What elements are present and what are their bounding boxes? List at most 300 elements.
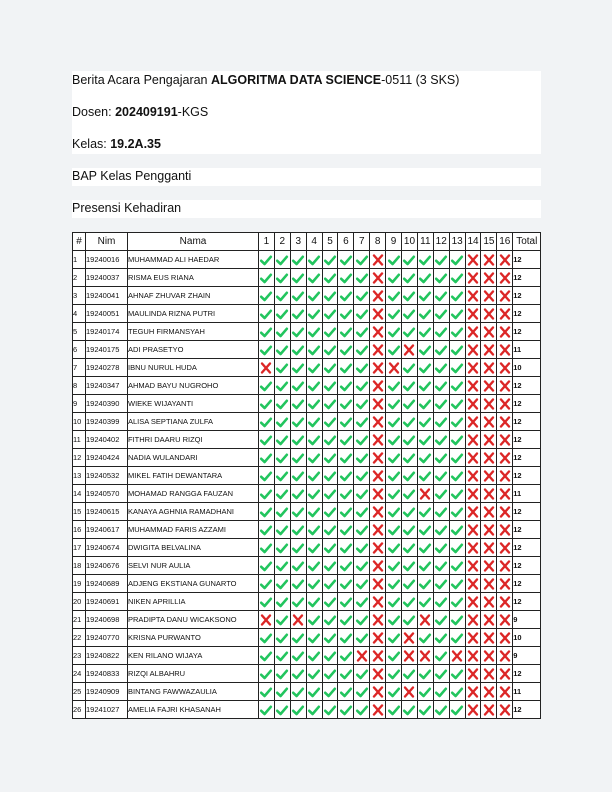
attendance-cell bbox=[417, 431, 433, 449]
attendance-cell bbox=[481, 323, 497, 341]
attendance-cell bbox=[497, 323, 513, 341]
attendance-cell bbox=[290, 539, 306, 557]
attendance-cell bbox=[338, 557, 354, 575]
row-total: 12 bbox=[513, 701, 541, 719]
cross-icon bbox=[498, 270, 512, 286]
attendance-cell bbox=[481, 665, 497, 683]
attendance-cell bbox=[465, 377, 481, 395]
row-total: 12 bbox=[513, 557, 541, 575]
check-icon bbox=[418, 324, 432, 340]
cross-icon bbox=[466, 576, 480, 592]
check-icon bbox=[275, 288, 289, 304]
check-icon bbox=[355, 666, 369, 682]
attendance-cell bbox=[433, 413, 449, 431]
table-row bbox=[73, 323, 541, 341]
cross-icon bbox=[466, 522, 480, 538]
check-icon bbox=[434, 252, 448, 268]
attendance-cell bbox=[274, 269, 290, 287]
row-total: 12 bbox=[513, 449, 541, 467]
attendance-cell bbox=[370, 269, 386, 287]
attendance-cell bbox=[274, 413, 290, 431]
cross-icon bbox=[482, 432, 496, 448]
attendance-cell bbox=[481, 647, 497, 665]
attendance-cell bbox=[386, 449, 402, 467]
attendance-cell bbox=[290, 305, 306, 323]
check-icon bbox=[418, 522, 432, 538]
row-number: 4 bbox=[73, 305, 86, 323]
table-row bbox=[73, 611, 541, 629]
attendance-cell bbox=[274, 323, 290, 341]
table-row bbox=[73, 593, 541, 611]
cross-icon bbox=[291, 612, 305, 628]
attendance-cell bbox=[354, 341, 370, 359]
attendance-cell bbox=[338, 359, 354, 377]
attendance-cell bbox=[497, 449, 513, 467]
cross-icon bbox=[371, 522, 385, 538]
check-icon bbox=[275, 360, 289, 376]
check-icon bbox=[387, 504, 401, 520]
table-row bbox=[73, 539, 541, 557]
attendance-cell bbox=[322, 503, 338, 521]
check-icon bbox=[307, 360, 321, 376]
attendance-cell bbox=[370, 593, 386, 611]
check-icon bbox=[434, 666, 448, 682]
check-icon bbox=[355, 558, 369, 574]
check-icon bbox=[339, 414, 353, 430]
row-total: 12 bbox=[513, 431, 541, 449]
attendance-cell bbox=[417, 287, 433, 305]
check-icon bbox=[307, 324, 321, 340]
cross-icon bbox=[371, 666, 385, 682]
cross-icon bbox=[498, 576, 512, 592]
check-icon bbox=[275, 504, 289, 520]
row-name: MOHAMAD RANGGA FAUZAN bbox=[128, 485, 259, 503]
attendance-cell bbox=[417, 683, 433, 701]
attendance-cell bbox=[481, 557, 497, 575]
check-icon bbox=[275, 666, 289, 682]
check-icon bbox=[323, 684, 337, 700]
attendance-cell bbox=[402, 305, 418, 323]
attendance-cell bbox=[449, 449, 465, 467]
attendance-cell bbox=[449, 503, 465, 521]
check-icon bbox=[291, 504, 305, 520]
attendance-cell bbox=[322, 665, 338, 683]
cross-icon bbox=[482, 612, 496, 628]
cross-icon bbox=[498, 306, 512, 322]
row-nim: 19240676 bbox=[86, 557, 128, 575]
cross-icon bbox=[482, 522, 496, 538]
attendance-cell bbox=[465, 323, 481, 341]
attendance-cell bbox=[322, 449, 338, 467]
attendance-cell bbox=[386, 287, 402, 305]
cross-icon bbox=[466, 306, 480, 322]
check-icon bbox=[259, 288, 273, 304]
attendance-cell bbox=[465, 521, 481, 539]
check-icon bbox=[387, 630, 401, 646]
attendance-cell bbox=[259, 449, 275, 467]
attendance-cell bbox=[465, 647, 481, 665]
check-icon bbox=[323, 612, 337, 628]
cross-icon bbox=[371, 504, 385, 520]
check-icon bbox=[323, 450, 337, 466]
attendance-cell bbox=[449, 269, 465, 287]
attendance-cell bbox=[497, 359, 513, 377]
attendance-cell bbox=[386, 485, 402, 503]
attendance-cell bbox=[354, 665, 370, 683]
check-icon bbox=[339, 324, 353, 340]
attendance-cell bbox=[274, 305, 290, 323]
attendance-cell bbox=[402, 593, 418, 611]
attendance-cell bbox=[417, 647, 433, 665]
row-number: 18 bbox=[73, 557, 86, 575]
cross-icon bbox=[482, 594, 496, 610]
attendance-cell bbox=[497, 341, 513, 359]
check-icon bbox=[275, 396, 289, 412]
row-name: AMELIA FAJRI KHASANAH bbox=[128, 701, 259, 719]
attendance-cell bbox=[290, 665, 306, 683]
attendance-cell bbox=[386, 593, 402, 611]
row-nim: 19240037 bbox=[86, 269, 128, 287]
attendance-cell bbox=[417, 395, 433, 413]
attendance-cell bbox=[274, 449, 290, 467]
table-row bbox=[73, 449, 541, 467]
attendance-cell bbox=[290, 611, 306, 629]
attendance-cell bbox=[481, 413, 497, 431]
attendance-cell bbox=[274, 539, 290, 557]
attendance-cell bbox=[386, 647, 402, 665]
attendance-cell bbox=[306, 593, 322, 611]
attendance-cell bbox=[274, 521, 290, 539]
check-icon bbox=[418, 504, 432, 520]
row-name: FITHRI DAARU RIZQI bbox=[128, 431, 259, 449]
cross-icon bbox=[482, 486, 496, 502]
check-icon bbox=[450, 666, 464, 682]
cross-icon bbox=[402, 684, 416, 700]
attendance-cell bbox=[338, 503, 354, 521]
cross-icon bbox=[466, 270, 480, 286]
check-icon bbox=[402, 414, 416, 430]
check-icon bbox=[291, 576, 305, 592]
attendance-cell bbox=[402, 287, 418, 305]
attendance-cell bbox=[354, 557, 370, 575]
check-icon bbox=[339, 648, 353, 664]
table-row bbox=[73, 359, 541, 377]
row-nim: 19240174 bbox=[86, 323, 128, 341]
attendance-cell bbox=[465, 539, 481, 557]
check-icon bbox=[339, 540, 353, 556]
attendance-cell bbox=[465, 287, 481, 305]
row-nim: 19240617 bbox=[86, 521, 128, 539]
check-icon bbox=[291, 486, 305, 502]
attendance-cell bbox=[274, 593, 290, 611]
attendance-header-row bbox=[73, 233, 541, 251]
attendance-cell bbox=[322, 413, 338, 431]
check-icon bbox=[259, 648, 273, 664]
row-number: 9 bbox=[73, 395, 86, 413]
attendance-cell bbox=[386, 269, 402, 287]
check-icon bbox=[434, 504, 448, 520]
row-name: PRADIPTA DANU WICAKSONO bbox=[128, 611, 259, 629]
attendance-cell bbox=[274, 701, 290, 719]
check-icon bbox=[339, 702, 353, 718]
attendance-cell bbox=[290, 557, 306, 575]
attendance-cell bbox=[338, 431, 354, 449]
row-name: KANAYA AGHNIA RAMADHANI bbox=[128, 503, 259, 521]
row-total: 12 bbox=[513, 539, 541, 557]
attendance-table bbox=[72, 232, 541, 719]
attendance-cell bbox=[274, 431, 290, 449]
cross-icon bbox=[482, 450, 496, 466]
check-icon bbox=[323, 666, 337, 682]
attendance-cell bbox=[290, 467, 306, 485]
cross-icon bbox=[498, 666, 512, 682]
cross-icon bbox=[259, 612, 273, 628]
cross-icon bbox=[482, 684, 496, 700]
attendance-cell bbox=[481, 593, 497, 611]
check-icon bbox=[402, 396, 416, 412]
check-icon bbox=[402, 306, 416, 322]
attendance-cell bbox=[433, 359, 449, 377]
attendance-cell bbox=[417, 377, 433, 395]
check-icon bbox=[402, 450, 416, 466]
check-icon bbox=[402, 702, 416, 718]
check-icon bbox=[323, 576, 337, 592]
attendance-cell bbox=[354, 377, 370, 395]
check-icon bbox=[259, 270, 273, 286]
check-icon bbox=[291, 630, 305, 646]
attendance-cell bbox=[290, 287, 306, 305]
row-number: 8 bbox=[73, 377, 86, 395]
header-meeting-6: 6 bbox=[338, 233, 354, 251]
check-icon bbox=[307, 450, 321, 466]
cross-icon bbox=[371, 342, 385, 358]
check-icon bbox=[402, 576, 416, 592]
check-icon bbox=[387, 414, 401, 430]
cross-icon bbox=[466, 414, 480, 430]
attendance-cell bbox=[497, 647, 513, 665]
row-number: 25 bbox=[73, 683, 86, 701]
attendance-cell bbox=[370, 665, 386, 683]
attendance-cell bbox=[386, 503, 402, 521]
course-title-prefix: Berita Acara Pengajaran bbox=[72, 73, 211, 87]
check-icon bbox=[355, 504, 369, 520]
attendance-cell bbox=[370, 557, 386, 575]
header-meeting-7: 7 bbox=[354, 233, 370, 251]
row-total: 12 bbox=[513, 413, 541, 431]
check-icon bbox=[339, 450, 353, 466]
check-icon bbox=[275, 702, 289, 718]
check-icon bbox=[355, 378, 369, 394]
attendance-cell bbox=[449, 305, 465, 323]
check-icon bbox=[323, 540, 337, 556]
check-icon bbox=[387, 252, 401, 268]
row-name: KRISNA PURWANTO bbox=[128, 629, 259, 647]
check-icon bbox=[434, 558, 448, 574]
attendance-cell bbox=[370, 341, 386, 359]
attendance-cell bbox=[497, 539, 513, 557]
check-icon bbox=[307, 486, 321, 502]
check-icon bbox=[402, 288, 416, 304]
attendance-cell bbox=[402, 665, 418, 683]
cross-icon bbox=[498, 702, 512, 718]
attendance-cell bbox=[290, 269, 306, 287]
row-name: ADI PRASETYO bbox=[128, 341, 259, 359]
check-icon bbox=[275, 594, 289, 610]
check-icon bbox=[275, 540, 289, 556]
attendance-cell bbox=[402, 521, 418, 539]
row-number: 17 bbox=[73, 539, 86, 557]
attendance-cell bbox=[322, 377, 338, 395]
attendance-cell bbox=[322, 557, 338, 575]
attendance-cell bbox=[465, 503, 481, 521]
dosen-suffix: -KGS bbox=[177, 105, 209, 119]
attendance-cell bbox=[306, 395, 322, 413]
attendance-cell bbox=[306, 359, 322, 377]
cross-icon bbox=[498, 522, 512, 538]
attendance-cell bbox=[465, 593, 481, 611]
check-icon bbox=[418, 540, 432, 556]
attendance-cell bbox=[259, 287, 275, 305]
attendance-cell bbox=[481, 305, 497, 323]
attendance-cell bbox=[306, 287, 322, 305]
check-icon bbox=[434, 378, 448, 394]
attendance-cell bbox=[274, 575, 290, 593]
attendance-cell bbox=[433, 539, 449, 557]
row-total: 12 bbox=[513, 665, 541, 683]
header-meeting-3: 3 bbox=[290, 233, 306, 251]
row-name: MUHAMMAD ALI HAEDAR bbox=[128, 251, 259, 269]
row-number: 7 bbox=[73, 359, 86, 377]
cross-icon bbox=[498, 342, 512, 358]
table-row bbox=[73, 665, 541, 683]
attendance-cell bbox=[338, 575, 354, 593]
attendance-cell bbox=[497, 287, 513, 305]
attendance-cell bbox=[354, 431, 370, 449]
cross-icon bbox=[482, 288, 496, 304]
check-icon bbox=[434, 684, 448, 700]
attendance-cell bbox=[259, 251, 275, 269]
check-icon bbox=[402, 468, 416, 484]
attendance-cell bbox=[306, 377, 322, 395]
check-icon bbox=[355, 702, 369, 718]
attendance-cell bbox=[306, 413, 322, 431]
attendance-cell bbox=[370, 359, 386, 377]
attendance-cell bbox=[402, 647, 418, 665]
check-icon bbox=[323, 270, 337, 286]
check-icon bbox=[355, 684, 369, 700]
cross-icon bbox=[418, 648, 432, 664]
attendance-cell bbox=[338, 647, 354, 665]
cross-icon bbox=[482, 540, 496, 556]
attendance-cell bbox=[322, 593, 338, 611]
cross-icon bbox=[482, 252, 496, 268]
attendance-cell bbox=[354, 287, 370, 305]
attendance-cell bbox=[354, 413, 370, 431]
attendance-cell bbox=[402, 395, 418, 413]
attendance-cell bbox=[449, 251, 465, 269]
check-icon bbox=[323, 396, 337, 412]
check-icon bbox=[339, 432, 353, 448]
attendance-cell bbox=[274, 683, 290, 701]
check-icon bbox=[291, 648, 305, 664]
attendance-cell bbox=[259, 647, 275, 665]
attendance-cell bbox=[449, 629, 465, 647]
attendance-cell bbox=[481, 521, 497, 539]
attendance-cell bbox=[497, 395, 513, 413]
row-name: NIKEN APRILLIA bbox=[128, 593, 259, 611]
cross-icon bbox=[402, 342, 416, 358]
cross-icon bbox=[466, 504, 480, 520]
attendance-cell bbox=[370, 251, 386, 269]
check-icon bbox=[450, 288, 464, 304]
attendance-cell bbox=[259, 341, 275, 359]
check-icon bbox=[355, 450, 369, 466]
check-icon bbox=[418, 288, 432, 304]
attendance-cell bbox=[259, 377, 275, 395]
attendance-cell bbox=[386, 341, 402, 359]
cross-icon bbox=[418, 486, 432, 502]
check-icon bbox=[387, 378, 401, 394]
attendance-cell bbox=[306, 467, 322, 485]
check-icon bbox=[450, 360, 464, 376]
attendance-cell bbox=[497, 575, 513, 593]
cross-icon bbox=[482, 270, 496, 286]
attendance-cell bbox=[386, 467, 402, 485]
check-icon bbox=[402, 594, 416, 610]
attendance-cell bbox=[417, 521, 433, 539]
cross-icon bbox=[450, 648, 464, 664]
cross-icon bbox=[498, 540, 512, 556]
cross-icon bbox=[466, 540, 480, 556]
attendance-cell bbox=[481, 575, 497, 593]
row-nim: 19241027 bbox=[86, 701, 128, 719]
check-icon bbox=[450, 594, 464, 610]
attendance-cell bbox=[370, 629, 386, 647]
cross-icon bbox=[371, 612, 385, 628]
header-no: # bbox=[73, 233, 86, 251]
attendance-cell bbox=[433, 701, 449, 719]
attendance-cell bbox=[433, 395, 449, 413]
row-name: SELVI NUR AULIA bbox=[128, 557, 259, 575]
cross-icon bbox=[259, 360, 273, 376]
row-number: 22 bbox=[73, 629, 86, 647]
attendance-cell bbox=[386, 521, 402, 539]
attendance-cell bbox=[274, 611, 290, 629]
attendance-cell bbox=[306, 539, 322, 557]
cross-icon bbox=[498, 432, 512, 448]
check-icon bbox=[339, 486, 353, 502]
attendance-cell bbox=[433, 251, 449, 269]
check-icon bbox=[291, 342, 305, 358]
header-meeting-5: 5 bbox=[322, 233, 338, 251]
check-icon bbox=[434, 486, 448, 502]
check-icon bbox=[450, 450, 464, 466]
attendance-cell bbox=[465, 557, 481, 575]
check-icon bbox=[418, 414, 432, 430]
check-icon bbox=[323, 324, 337, 340]
attendance-cell bbox=[290, 701, 306, 719]
cross-icon bbox=[371, 432, 385, 448]
attendance-cell bbox=[402, 683, 418, 701]
row-number: 14 bbox=[73, 485, 86, 503]
attendance-cell bbox=[449, 557, 465, 575]
attendance-cell bbox=[370, 287, 386, 305]
check-icon bbox=[259, 252, 273, 268]
check-icon bbox=[355, 432, 369, 448]
row-name: NADIA WULANDARI bbox=[128, 449, 259, 467]
attendance-cell bbox=[338, 485, 354, 503]
check-icon bbox=[434, 306, 448, 322]
